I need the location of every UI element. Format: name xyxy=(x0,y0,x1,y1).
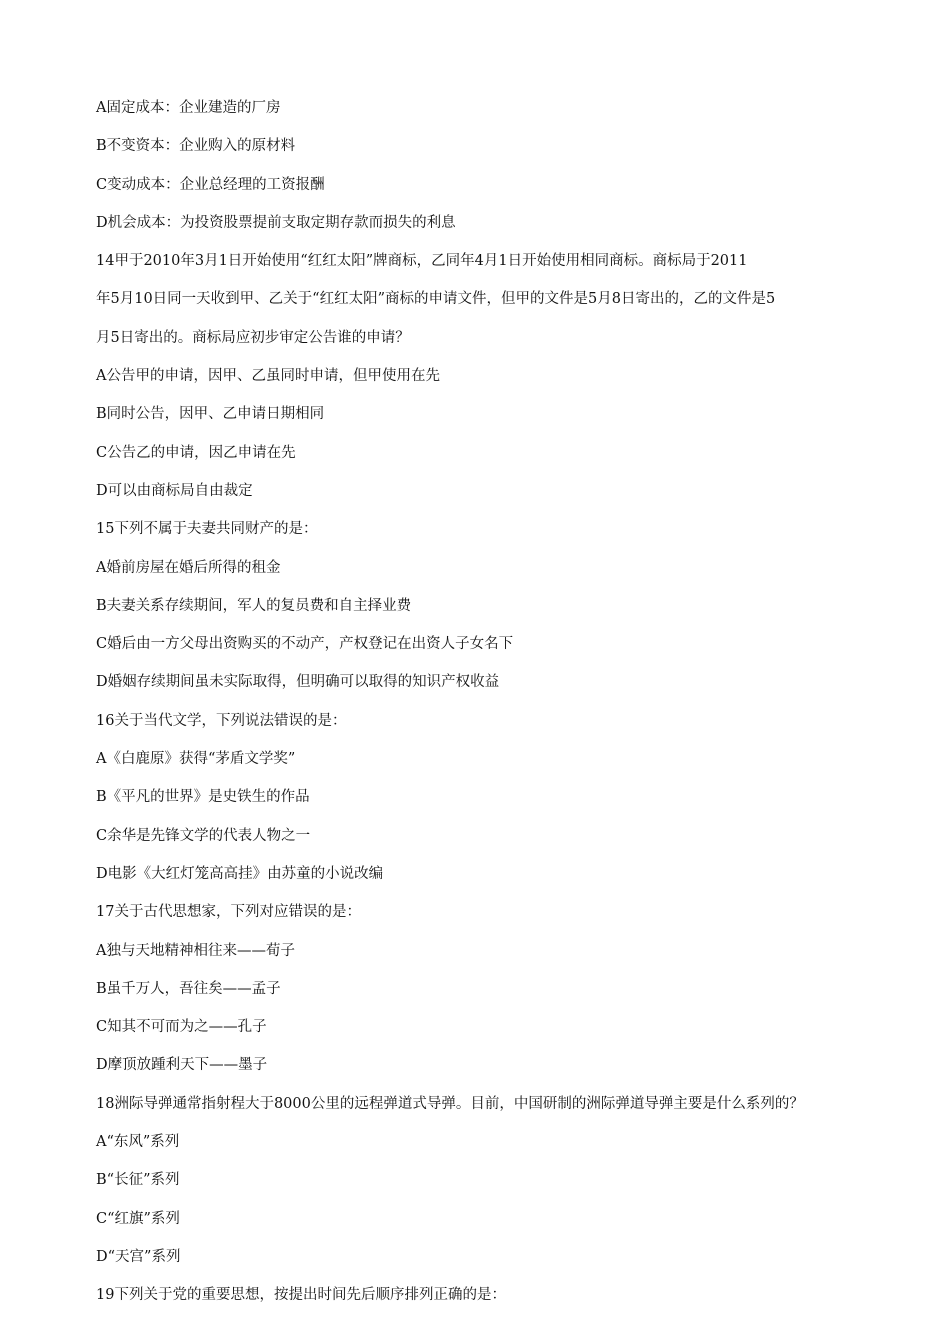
option-line: A“东风”系列 xyxy=(96,1134,180,1151)
question-line: 19下列关于党的重要思想，按提出时间先后顺序排列正确的是： xyxy=(96,1287,506,1304)
option-line: D机会成本：为投资股票提前支取定期存款而损失的利息 xyxy=(96,214,456,231)
option-line: C公告乙的申请，因乙申请在先 xyxy=(96,444,296,461)
option-line: A独与天地精神相往来——荀子 xyxy=(96,942,295,959)
option-line: A固定成本：企业建造的厂房 xyxy=(96,100,281,116)
question-line: 月5日寄出的。商标局应初步审定公告谁的申请？ xyxy=(96,329,410,346)
option-line: B《平凡的世界》是史铁生的作品 xyxy=(96,789,310,806)
option-line: C知其不可而为之——孔子 xyxy=(96,1019,267,1036)
option-line: C婚后由一方父母出资购买的不动产，产权登记在出资人子女名下 xyxy=(96,636,514,653)
question-line: 15下列不属于夫妻共同财产的是： xyxy=(96,521,318,538)
option-line: C变动成本：企业总经理的工资报酬 xyxy=(96,176,325,193)
option-line: B夫妻关系存续期间，军人的复员费和自主择业费 xyxy=(96,597,412,614)
option-line: B“长征”系列 xyxy=(96,1172,180,1189)
option-line: B同时公告，因甲、乙申请日期相同 xyxy=(96,406,325,423)
question-line: 年5月10日同一天收到甲、乙关于“红红太阳”商标的申请文件，但甲的文件是5月8日寄出的，乙的文件是5 xyxy=(96,291,776,308)
option-line: C余华是先锋文学的代表人物之一 xyxy=(96,827,311,844)
option-line: D可以由商标局自由裁定 xyxy=(96,482,253,499)
question-line: 17关于古代思想家，下列对应错误的是： xyxy=(96,904,361,921)
option-line: C“红旗”系列 xyxy=(96,1210,180,1227)
option-line: A婚前房屋在婚后所得的租金 xyxy=(96,559,281,576)
question-line: 18洲际导弹通常指射程大于8000公里的远程弹道式导弹。目前，中国研制的洲际弹道导弹主要是什么系列的？ xyxy=(96,1095,804,1112)
option-line: D“天宫”系列 xyxy=(96,1248,181,1265)
option-line: D婚姻存续期间虽未实际取得，但明确可以取得的知识产权收益 xyxy=(96,674,500,691)
document-page xyxy=(96,95,906,1321)
question-line: 14甲于2010年3月1日开始使用“红红太阳”牌商标，乙同年4月1日开始使用相同商标。商标局于2011 xyxy=(96,253,748,270)
question-line: 16关于当代文学，下列说法错误的是： xyxy=(96,712,347,729)
option-line: A《白鹿原》获得“茅盾文学奖” xyxy=(96,751,296,768)
option-line: B不变资本：企业购入的原材料 xyxy=(96,138,296,155)
option-line: A公告甲的申请，因甲、乙虽同时申请，但甲使用在先 xyxy=(96,368,440,385)
option-line: D电影《大红灯笼高高挂》由苏童的小说改编 xyxy=(96,865,384,882)
option-line: D摩顶放踵利天下——墨子 xyxy=(96,1057,268,1074)
option-line: B虽千万人，吾往矣——孟子 xyxy=(96,980,281,997)
